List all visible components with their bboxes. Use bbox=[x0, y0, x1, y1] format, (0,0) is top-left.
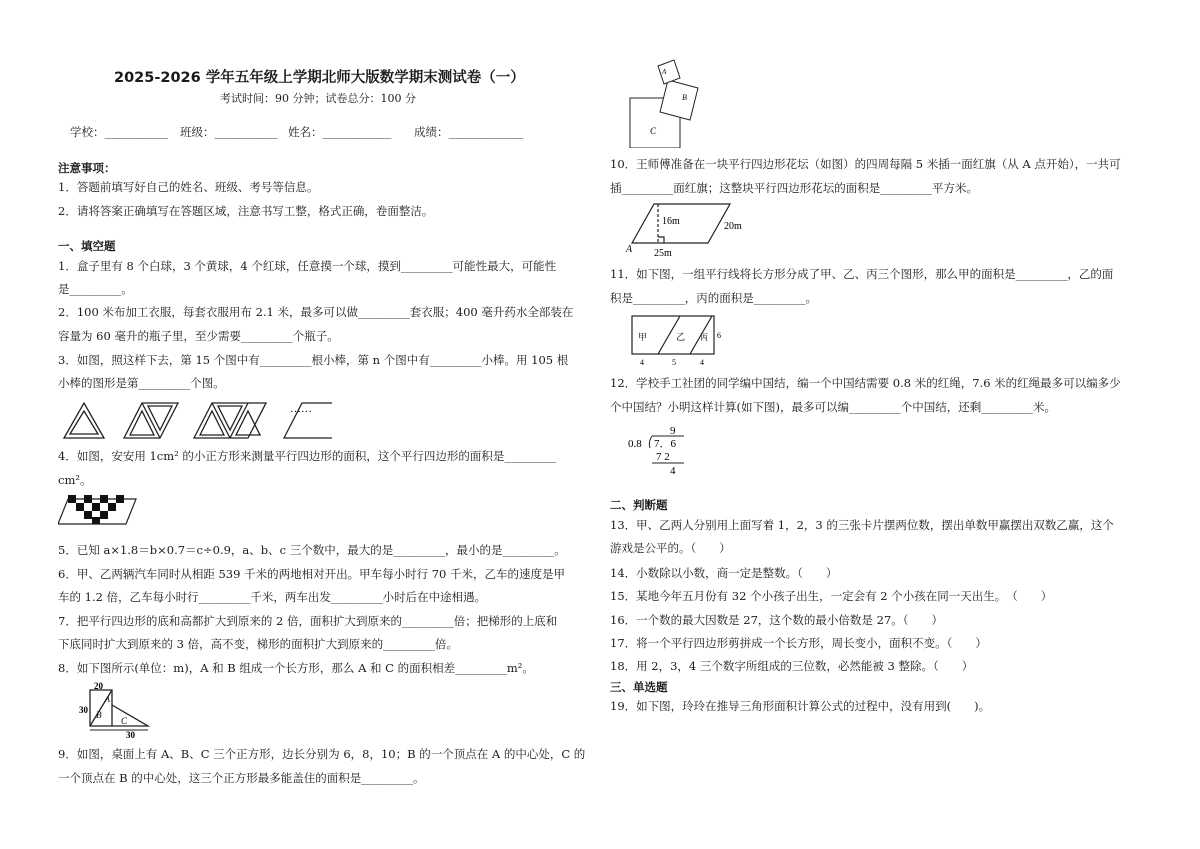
fig9-c: C bbox=[650, 126, 657, 136]
question-line: 13．甲、乙两人分别用上面写着 1，2，3 的三张卡片摆两位数，摆出单数甲赢摆出双数乙赢，这个 bbox=[610, 518, 1114, 532]
notes-heading: 注意事项： bbox=[58, 161, 116, 175]
question-line: 个中国结？小明这样计算(如下图)，最多可以编_________个中国结，还剩_________米。 bbox=[610, 400, 1056, 414]
question-line: 19．如下图，玲玲在推导三角形面积计算公式的过程中，没有用到( )。 bbox=[610, 699, 991, 713]
question-line: 容量为 60 毫升的瓶子里，至少需要_________个瓶子。 bbox=[58, 329, 339, 343]
page-title: 2025-2026 学年五年级上学期北师大版数学期末测试卷（一） bbox=[114, 70, 525, 86]
question-line: 插_________面红旗；这整块平行四边形花坛的面积是_________平方米。 bbox=[610, 181, 978, 195]
school-field: 学校：___________ bbox=[70, 125, 168, 139]
question-line: 16．一个数的最大因数是 27，这个数的最小倍数是 27。（ ） bbox=[610, 613, 943, 627]
parallelogram-garden-figure bbox=[624, 198, 754, 258]
fig10-height: 16m bbox=[662, 216, 680, 227]
fig11-c: 4 bbox=[700, 358, 704, 367]
question-line: 15．某地今年五月份有 32 个小孩子出生，一定会有 2 个小孩在同一天出生。 （ ） bbox=[610, 589, 1053, 603]
fig10-side: 20m bbox=[724, 221, 742, 232]
fig11-a: 4 bbox=[640, 358, 644, 367]
fig12-quotient: 9 bbox=[670, 425, 676, 437]
rectangle-triangle-figure bbox=[76, 680, 160, 738]
question-line: 车的 1.2 倍，乙车每小时行_________千米，两车出发_________小时后在中途相遇。 bbox=[58, 590, 487, 604]
fig11-bing: 丙 bbox=[700, 333, 708, 342]
class-field: 班级：___________ bbox=[180, 125, 278, 139]
fig8-c: C bbox=[121, 716, 128, 726]
fig10-a: A bbox=[626, 244, 633, 255]
fig11-yi: 乙 bbox=[676, 332, 686, 342]
fig8-left-label: 30 bbox=[79, 705, 88, 715]
question-line: 2．100 米布加工衣服，每套衣服用布 2.1 米，最多可以做_________套衣服；400 毫升药水全部装在 bbox=[58, 305, 574, 319]
question-line: 下底同时扩大到原来的 3 倍，高不变，梯形的面积扩大到原来的_________倍。 bbox=[58, 637, 458, 651]
fig11-b: 5 bbox=[672, 358, 676, 367]
fig9-a: A bbox=[662, 68, 667, 76]
fig10-base: 25m bbox=[654, 248, 672, 258]
rectangle-split-figure bbox=[628, 312, 728, 368]
question-line: 6．甲、乙两辆汽车同时从相距 539 千米的两地相对开出。甲车每小时行 70 千米，乙车的速度是甲 bbox=[58, 567, 566, 581]
section-heading-choice: 三、单选题 bbox=[610, 680, 668, 694]
question-line: 18．用 2，3，4 三个数字所组成的三位数，必然能被 3 整除。（ ） bbox=[610, 659, 974, 673]
score-field: 成绩：_____________ bbox=[414, 125, 524, 139]
question-line: 11．如下图，一组平行线将长方形分成了甲、乙、丙三个图形，那么甲的面积是_________，乙的面 bbox=[610, 267, 1114, 281]
question-line: 一个顶点在 B 的中心处，这三个正方形最多能盖住的面积是_________。 bbox=[58, 771, 425, 785]
fig12-dividend: 7．6 bbox=[654, 438, 676, 450]
fig12-remainder: 4 bbox=[670, 465, 676, 477]
question-line: 8．如下图所示(单位：m)，A 和 B 组成一个长方形，那么 A 和 C 的面积相差_________m²。 bbox=[58, 661, 534, 675]
fig12-divisor: 0.8 bbox=[628, 438, 642, 450]
name-field: 姓名：____________ bbox=[288, 125, 392, 139]
question-line: 1．盒子里有 8 个白球，3 个黄球，4 个红球，任意摸一个球，摸到_________可能性最大，可能性 bbox=[58, 259, 557, 273]
ellipsis: …… bbox=[290, 403, 312, 415]
fig9-b: B bbox=[682, 93, 687, 102]
note-item: 2．请将答案正确填写在答题区域，注意书写工整，格式正确，卷面整洁。 bbox=[58, 204, 434, 218]
question-line: 游戏是公平的。（ ） bbox=[610, 541, 731, 555]
section-heading-judge: 二、判断题 bbox=[610, 498, 668, 512]
question-line: 3．如图，照这样下去，第 15 个图中有_________根小棒，第 n 个图中有_________小棒。用 105 根 bbox=[58, 353, 569, 367]
question-line: 12．学校手工社团的同学编中国结，编一个中国结需要 0.8 米的红绳，7.6 米的红绳最多可以编多少 bbox=[610, 376, 1121, 390]
question-line: 10．王师傅准备在一块平行四边形花坛（如图）的四周每隔 5 米插一面红旗（从 A 点开始），一共可 bbox=[610, 157, 1121, 171]
fig12-product: 7 2 bbox=[656, 451, 670, 463]
fig8-b: B bbox=[96, 710, 102, 720]
question-line: 是_________。 bbox=[58, 282, 133, 296]
fig8-bottom-label: 30 bbox=[126, 730, 135, 738]
question-line: 7．把平行四边形的底和高都扩大到原来的 2 倍，面积扩大到原来的_________倍；把梯形的上底和 bbox=[58, 614, 558, 628]
triangle-sticks-figure bbox=[62, 400, 332, 442]
question-line: 4．如图，安安用 1cm² 的小正方形来测量平行四边形的面积，这个平行四边形的面积是_________ bbox=[58, 449, 557, 463]
three-squares-figure bbox=[626, 58, 706, 148]
fig11-jia: 甲 bbox=[638, 332, 648, 342]
long-division-figure bbox=[624, 422, 694, 478]
section-heading-fill: 一、填空题 bbox=[58, 239, 116, 253]
question-line: 小棒的图形是第_________个图。 bbox=[58, 376, 225, 390]
fig11-h: 6 bbox=[717, 331, 721, 340]
question-line: 积是_________，丙的面积是_________。 bbox=[610, 291, 817, 305]
fig8-a: A bbox=[105, 695, 110, 704]
question-line: 9．如图，桌面上有 A、B、C 三个正方形，边长分别为 6，8，10；B 的一个顶点在 A 的中心处，C 的 bbox=[58, 747, 586, 761]
exam-info: 考试时间：90 分钟；试卷总分：100 分 bbox=[220, 92, 416, 105]
question-line: 14．小数除以小数，商一定是整数。（ ） bbox=[610, 566, 838, 580]
question-line: cm²。 bbox=[58, 473, 92, 487]
fig8-top-label: 20 bbox=[94, 681, 103, 691]
question-line: 5．已知 a×1.8＝b×0.7＝c÷0.9，a、b、c 三个数中，最大的是_________，最小的是_________。 bbox=[58, 543, 566, 557]
parallelogram-grid-figure bbox=[58, 493, 138, 527]
note-item: 1．答题前填写好自己的姓名、班级、考号等信息。 bbox=[58, 180, 319, 194]
question-line: 17．将一个平行四边形剪拼成一个长方形，周长变小，面积不变。（ ） bbox=[610, 636, 987, 650]
